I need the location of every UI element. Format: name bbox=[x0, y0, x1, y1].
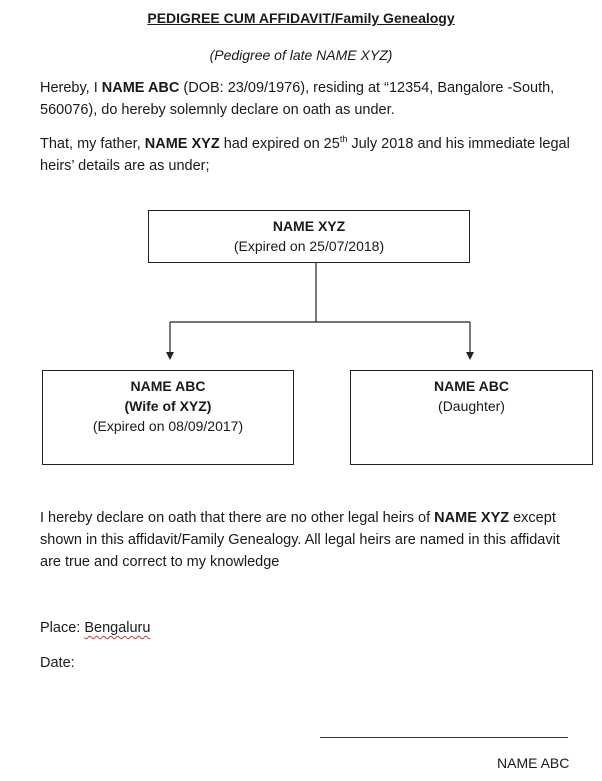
para2-text-2: had expired on 25 bbox=[219, 136, 340, 152]
place-line bbox=[40, 620, 150, 636]
para2-text-1: That, my father, bbox=[40, 136, 145, 152]
document-subtitle: (Pedigree of late NAME XYZ) bbox=[209, 47, 393, 63]
heir-wife-relation: (Wife of XYZ) bbox=[124, 398, 212, 414]
declarant-name: NAME ABC bbox=[101, 80, 180, 96]
heir-wife-name: NAME ABC bbox=[130, 378, 206, 394]
date-label: Date: bbox=[40, 655, 75, 671]
father-name: NAME XYZ bbox=[144, 136, 220, 152]
signature-line bbox=[320, 737, 568, 738]
para3-text-1: I hereby declare on oath that there are no other legal heirs of bbox=[40, 510, 435, 526]
para1-text-2: (DOB: 23/09/1976), residing at “12354, Bangalore -South, 560076), do hereby solemnly declare on oath as under. bbox=[40, 80, 555, 118]
closing-declaration bbox=[40, 507, 575, 573]
para2-text-3: July 2018 and his immediate legal heirs’ details are as under; bbox=[40, 136, 570, 174]
left-arrow-icon bbox=[166, 352, 174, 360]
heir-box-wife bbox=[42, 370, 294, 465]
heir-daughter-relation: (Daughter) bbox=[438, 398, 505, 414]
para1-text-1: Hereby, I bbox=[40, 80, 102, 96]
place-label: Place: bbox=[40, 620, 85, 636]
heir-daughter-name: NAME ABC bbox=[434, 378, 509, 394]
heir-box-daughter bbox=[350, 370, 593, 465]
heir-wife-detail: (Expired on 08/09/2017) bbox=[92, 418, 244, 434]
document-title: PEDIGREE CUM AFFIDAVIT/Family Genealogy bbox=[147, 10, 455, 26]
signature-name: NAME ABC bbox=[497, 755, 570, 771]
para3-text-3: are true and correct to my knowledge bbox=[40, 554, 280, 570]
place-value: Bengaluru bbox=[84, 620, 151, 636]
root-person-detail: (Expired on 25/07/2018) bbox=[233, 238, 385, 254]
para3-text-2: except shown in this affidavit/Family Genealogy. All legal heirs are named in this affidavit bbox=[40, 510, 560, 548]
root-person-box bbox=[148, 210, 470, 263]
date-ordinal: th bbox=[339, 134, 348, 144]
right-arrow-icon bbox=[466, 352, 474, 360]
deceased-name: NAME XYZ bbox=[434, 510, 510, 526]
root-person-name: NAME XYZ bbox=[272, 218, 346, 234]
